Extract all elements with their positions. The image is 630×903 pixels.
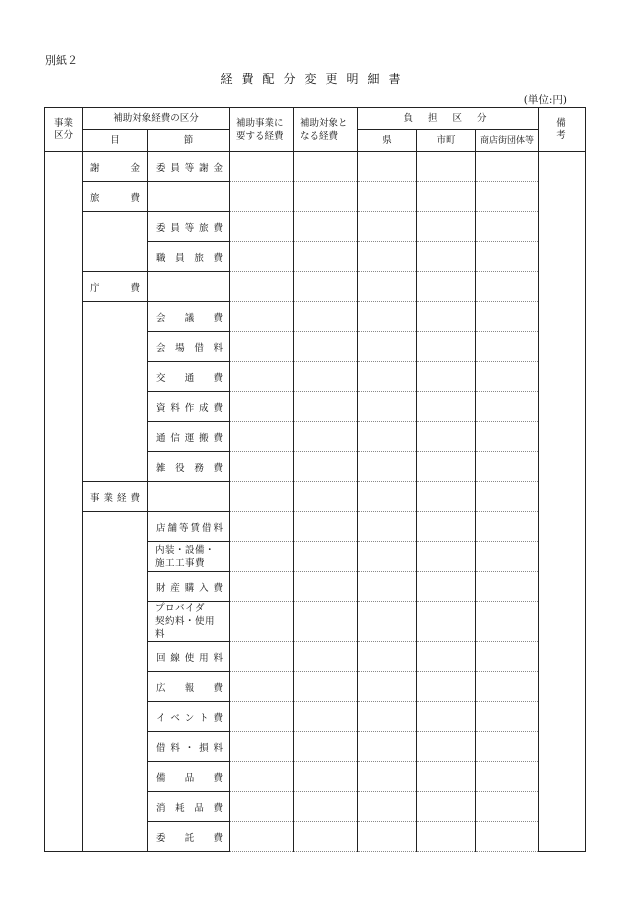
setsu-label-line: 内装・設備・ — [155, 544, 216, 556]
yosuru-amount-cell[interactable] — [230, 572, 294, 602]
shicho-amount-cell[interactable] — [417, 362, 476, 392]
taisho-amount-cell[interactable] — [294, 422, 358, 452]
table-row — [45, 302, 586, 332]
setsu-label: イ ベ ン ト 費 — [156, 712, 224, 724]
taisho-amount-cell[interactable] — [294, 672, 358, 702]
ken-amount-cell[interactable] — [358, 642, 417, 672]
shotengai-amount-cell[interactable] — [476, 512, 539, 542]
yosuru-amount-cell[interactable] — [230, 392, 294, 422]
taisho-amount-cell[interactable] — [294, 482, 358, 512]
yosuru-amount-cell[interactable] — [230, 212, 294, 242]
ken-amount-cell[interactable] — [358, 702, 417, 732]
shotengai-amount-cell[interactable] — [476, 332, 539, 362]
ken-amount-cell[interactable] — [358, 212, 417, 242]
shotengai-amount-cell[interactable] — [476, 702, 539, 732]
ken-amount-cell[interactable] — [358, 732, 417, 762]
taisho-amount-cell[interactable] — [294, 362, 358, 392]
setsu-label: 店 舗 等 賃 借 料 — [156, 522, 224, 534]
setsu-cell — [148, 822, 230, 852]
taisho-amount-cell[interactable] — [294, 332, 358, 362]
setsu-cell — [148, 702, 230, 732]
taisho-amount-cell[interactable] — [294, 732, 358, 762]
setsu-label: 回 線 使 用 料 — [156, 652, 224, 664]
yosuru-amount-cell[interactable] — [230, 542, 294, 572]
setsu-cell — [148, 272, 230, 302]
shotengai-amount-cell[interactable] — [476, 242, 539, 272]
ken-amount-cell[interactable] — [358, 542, 417, 572]
setsu-cell — [148, 762, 230, 792]
shotengai-amount-cell[interactable] — [476, 602, 539, 642]
shicho-amount-cell[interactable] — [417, 482, 476, 512]
taisho-amount-cell[interactable] — [294, 822, 358, 852]
taisho-amount-cell[interactable] — [294, 572, 358, 602]
document-label: 別紙２ — [45, 54, 78, 67]
moku-label: 謝 金 — [90, 162, 140, 174]
setsu-cell — [148, 572, 230, 602]
ken-amount-cell[interactable] — [358, 272, 417, 302]
shotengai-amount-cell[interactable] — [476, 452, 539, 482]
shicho-amount-cell[interactable] — [417, 152, 476, 182]
moku-cell — [83, 212, 148, 272]
setsu-cell — [148, 602, 230, 642]
taisho-amount-cell[interactable] — [294, 762, 358, 792]
shicho-amount-cell[interactable] — [417, 602, 476, 642]
yosuru-amount-cell[interactable] — [230, 512, 294, 542]
setsu-label: 財 産 購 入 費 — [156, 582, 224, 594]
yosuru-amount-cell[interactable] — [230, 482, 294, 512]
yosuru-amount-cell[interactable] — [230, 732, 294, 762]
taisho-amount-cell[interactable] — [294, 302, 358, 332]
yosuru-amount-cell[interactable] — [230, 642, 294, 672]
header-futan-kubun: 負 担 区 分 — [358, 108, 539, 130]
shotengai-amount-cell[interactable] — [476, 732, 539, 762]
setsu-label: 雑 役 務 費 — [156, 462, 223, 474]
header-moku: 目 — [83, 130, 148, 152]
setsu-cell — [148, 642, 230, 672]
shotengai-amount-cell[interactable] — [476, 212, 539, 242]
setsu-cell — [148, 732, 230, 762]
shicho-amount-cell[interactable] — [417, 392, 476, 422]
yosuru-amount-cell[interactable] — [230, 362, 294, 392]
setsu-label: 委 員 等 旅 費 — [156, 222, 224, 234]
shicho-amount-cell[interactable] — [417, 822, 476, 852]
shicho-amount-cell[interactable] — [417, 732, 476, 762]
moku-label: 事 業 経 費 — [90, 492, 140, 504]
setsu-label: 広 報 費 — [156, 682, 224, 694]
moku-cell — [83, 152, 148, 182]
ken-amount-cell[interactable] — [358, 572, 417, 602]
moku-cell — [83, 482, 148, 512]
shicho-amount-cell[interactable] — [417, 672, 476, 702]
setsu-cell — [148, 422, 230, 452]
ken-amount-cell[interactable] — [358, 422, 417, 452]
setsu-label-line: プロバイダ — [155, 603, 206, 614]
shotengai-amount-cell[interactable] — [476, 362, 539, 392]
setsu-label: 消 耗 品 費 — [156, 802, 223, 814]
ken-amount-cell[interactable] — [358, 362, 417, 392]
shotengai-amount-cell[interactable] — [476, 152, 539, 182]
setsu-cell — [148, 212, 230, 242]
moku-cell — [83, 512, 148, 852]
shicho-amount-cell[interactable] — [417, 702, 476, 732]
table-row — [45, 182, 586, 212]
setsu-label: 借 料 ・ 損 料 — [156, 742, 224, 754]
header-yosuru-keihi: 補助事業に 要する経費 — [230, 108, 294, 152]
header-shicho: 市町 — [417, 130, 476, 152]
shicho-amount-cell[interactable] — [417, 642, 476, 672]
moku-label: 庁 費 — [90, 282, 140, 294]
ken-amount-cell[interactable] — [358, 482, 417, 512]
shicho-amount-cell[interactable] — [417, 182, 476, 212]
setsu-cell — [148, 482, 230, 512]
shotengai-amount-cell[interactable] — [476, 572, 539, 602]
shotengai-amount-cell[interactable] — [476, 672, 539, 702]
shotengai-amount-cell[interactable] — [476, 272, 539, 302]
ken-amount-cell[interactable] — [358, 152, 417, 182]
setsu-cell — [148, 672, 230, 702]
yosuru-amount-cell[interactable] — [230, 792, 294, 822]
setsu-label: 備 品 費 — [156, 772, 224, 784]
yosuru-amount-cell[interactable] — [230, 422, 294, 452]
shicho-amount-cell[interactable] — [417, 332, 476, 362]
shicho-amount-cell[interactable] — [417, 792, 476, 822]
yosuru-amount-cell[interactable] — [230, 672, 294, 702]
shotengai-amount-cell[interactable] — [476, 542, 539, 572]
shicho-amount-cell[interactable] — [417, 572, 476, 602]
shicho-amount-cell[interactable] — [417, 512, 476, 542]
setsu-cell — [148, 332, 230, 362]
shotengai-amount-cell[interactable] — [476, 642, 539, 672]
setsu-cell — [148, 362, 230, 392]
shicho-amount-cell[interactable] — [417, 542, 476, 572]
shotengai-amount-cell[interactable] — [476, 392, 539, 422]
setsu-label-line: 施工工事費 — [155, 557, 206, 569]
shotengai-amount-cell[interactable] — [476, 422, 539, 452]
bikou-cell[interactable] — [539, 152, 586, 852]
yosuru-amount-cell[interactable] — [230, 702, 294, 732]
ken-amount-cell[interactable] — [358, 822, 417, 852]
shotengai-amount-cell[interactable] — [476, 482, 539, 512]
table-row — [45, 272, 586, 302]
ken-amount-cell[interactable] — [358, 672, 417, 702]
ken-amount-cell[interactable] — [358, 512, 417, 542]
setsu-label: 職 員 旅 費 — [156, 252, 223, 264]
taisho-amount-cell[interactable] — [294, 702, 358, 732]
yosuru-amount-cell[interactable] — [230, 762, 294, 792]
shicho-amount-cell[interactable] — [417, 452, 476, 482]
yosuru-amount-cell[interactable] — [230, 332, 294, 362]
ken-amount-cell[interactable] — [358, 392, 417, 422]
taisho-amount-cell[interactable] — [294, 542, 358, 572]
yosuru-amount-cell[interactable] — [230, 452, 294, 482]
taisho-amount-cell[interactable] — [294, 642, 358, 672]
shotengai-amount-cell[interactable] — [476, 762, 539, 792]
header-ken: 県 — [358, 130, 417, 152]
taisho-amount-cell[interactable] — [294, 152, 358, 182]
header-taisho-keihi: 補助対象と なる経費 — [294, 108, 358, 152]
ken-amount-cell[interactable] — [358, 792, 417, 822]
ken-amount-cell[interactable] — [358, 332, 417, 362]
setsu-cell — [148, 452, 230, 482]
header-taisho-kubun: 補助対象経費の区分 — [83, 108, 230, 130]
ken-amount-cell[interactable] — [358, 762, 417, 792]
setsu-cell — [148, 302, 230, 332]
header-setsu: 節 — [148, 130, 230, 152]
header-shotengai: 商店街団体等 — [476, 130, 539, 152]
setsu-cell — [148, 182, 230, 212]
yosuru-amount-cell[interactable] — [230, 182, 294, 212]
yosuru-amount-cell[interactable] — [230, 602, 294, 642]
taisho-amount-cell[interactable] — [294, 272, 358, 302]
setsu-cell — [148, 542, 230, 572]
header-jigyo-kubun: 事業 区分 — [45, 108, 83, 152]
table-row — [45, 482, 586, 512]
table-row — [45, 512, 586, 542]
jigyo-kubun-cell — [45, 152, 83, 852]
setsu-cell — [148, 392, 230, 422]
setsu-label: 委 員 等 謝 金 — [156, 162, 224, 174]
setsu-label: 交 通 費 — [156, 372, 224, 384]
shicho-amount-cell[interactable] — [417, 762, 476, 792]
yosuru-amount-cell[interactable] — [230, 152, 294, 182]
setsu-cell — [148, 242, 230, 272]
shotengai-amount-cell[interactable] — [476, 822, 539, 852]
shotengai-amount-cell[interactable] — [476, 792, 539, 822]
shotengai-amount-cell[interactable] — [476, 302, 539, 332]
setsu-label: 会 場 借 料 — [156, 342, 223, 354]
ken-amount-cell[interactable] — [358, 452, 417, 482]
taisho-amount-cell[interactable] — [294, 792, 358, 822]
yosuru-amount-cell[interactable] — [230, 822, 294, 852]
unit-label: (単位:円) — [523, 94, 567, 106]
shicho-amount-cell[interactable] — [417, 422, 476, 452]
taisho-amount-cell[interactable] — [294, 512, 358, 542]
ken-amount-cell[interactable] — [358, 182, 417, 212]
taisho-amount-cell[interactable] — [294, 242, 358, 272]
setsu-label: 通 信 運 搬 費 — [156, 432, 224, 444]
setsu-cell — [148, 792, 230, 822]
setsu-cell — [148, 152, 230, 182]
expense-allocation-table — [44, 107, 586, 852]
shicho-amount-cell[interactable] — [417, 302, 476, 332]
taisho-amount-cell[interactable] — [294, 182, 358, 212]
taisho-amount-cell[interactable] — [294, 452, 358, 482]
yosuru-amount-cell[interactable] — [230, 272, 294, 302]
yosuru-amount-cell[interactable] — [230, 242, 294, 272]
moku-cell — [83, 182, 148, 212]
document-title: 経費配分変更明細書 — [220, 72, 410, 86]
ken-amount-cell[interactable] — [358, 302, 417, 332]
shicho-amount-cell[interactable] — [417, 242, 476, 272]
setsu-cell — [148, 512, 230, 542]
header-bikou: 備 考 — [539, 108, 586, 152]
ken-amount-cell[interactable] — [358, 242, 417, 272]
moku-cell — [83, 272, 148, 302]
shotengai-amount-cell[interactable] — [476, 182, 539, 212]
setsu-label: 委 託 費 — [156, 832, 224, 844]
taisho-amount-cell[interactable] — [294, 602, 358, 642]
taisho-amount-cell[interactable] — [294, 212, 358, 242]
shicho-amount-cell[interactable] — [417, 212, 476, 242]
table-row — [45, 212, 586, 242]
moku-cell — [83, 302, 148, 482]
yosuru-amount-cell[interactable] — [230, 302, 294, 332]
ken-amount-cell[interactable] — [358, 602, 417, 642]
taisho-amount-cell[interactable] — [294, 392, 358, 422]
setsu-label-line: 契約料・使用料 — [155, 616, 216, 640]
setsu-label: 資 料 作 成 費 — [156, 402, 224, 414]
shicho-amount-cell[interactable] — [417, 272, 476, 302]
setsu-label: 会 議 費 — [156, 312, 224, 324]
table-row — [45, 152, 586, 182]
moku-label: 旅 費 — [90, 192, 140, 204]
